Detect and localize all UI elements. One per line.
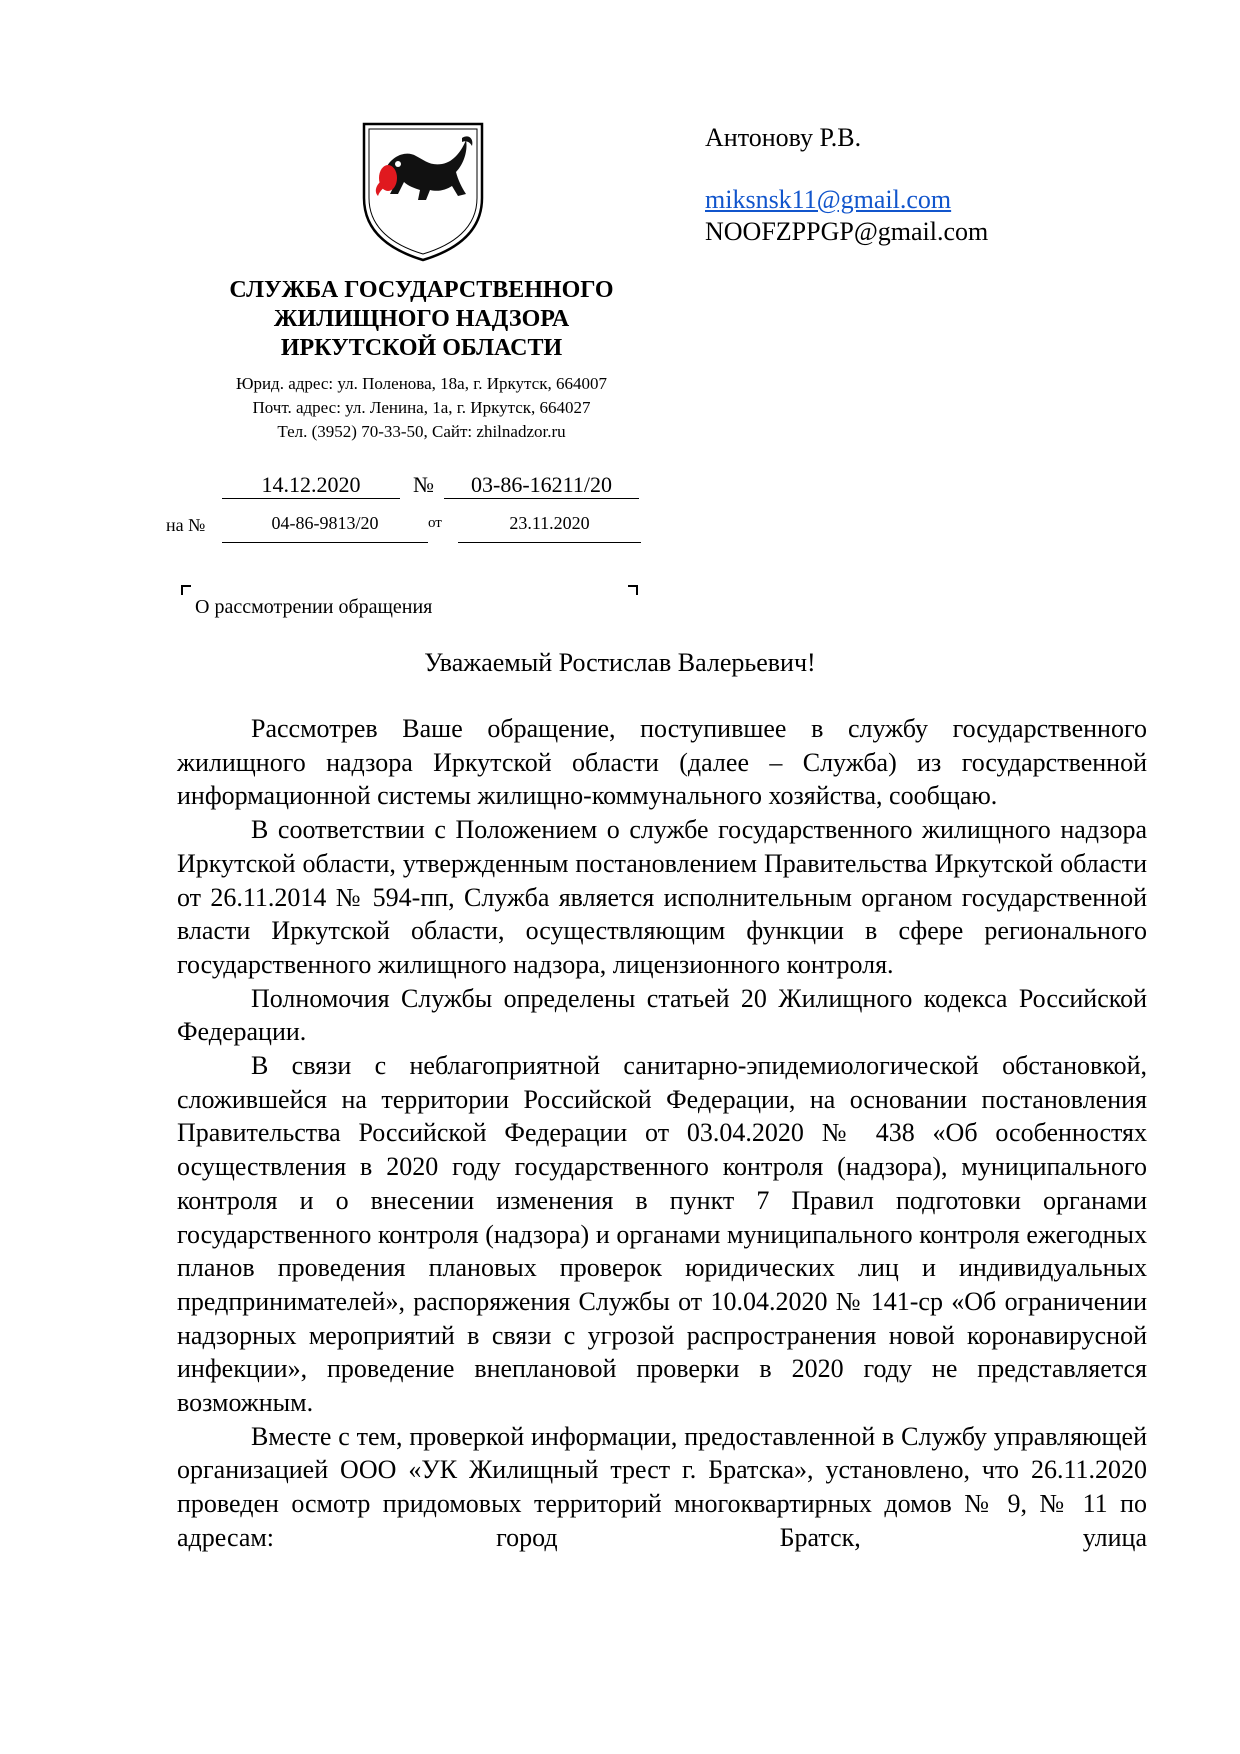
recipient-email-link[interactable]: miksnsk11@gmail.com	[705, 185, 952, 214]
legal-address: Юрид. адрес: ул. Поленова, 18а, г. Иркутск, 664007	[235, 374, 607, 393]
recipient-email-secondary: NOOFZPPGP@gmail.com	[705, 217, 989, 246]
recipient-block	[705, 122, 988, 248]
agency-contacts	[150, 372, 693, 444]
postal-address: Почт. адрес: ул. Ленина, 1а, г. Иркутск, 664027	[252, 398, 591, 417]
outgoing-date: 14.12.2020	[222, 472, 400, 499]
agency-title-line: ЖИЛИЩНОГО НАДЗОРА	[273, 306, 570, 332]
reference-date: 23.11.2020	[458, 510, 641, 543]
letter-subject: О рассмотрении обращения	[195, 596, 433, 618]
reference-number: 04-86-9813/20	[222, 510, 428, 543]
reference-label: на №	[166, 515, 206, 535]
salutation: Уважаемый Ростислав Валерьевич!	[424, 648, 816, 677]
body-paragraph: Полномочия Службы определены статьей 20 Жилищного кодекса Российской Федерации.	[177, 983, 1147, 1047]
number-label: №	[413, 472, 434, 497]
body-paragraph: Рассмотрев Ваше обращение, поступившее в службу государственного жилищного надзора Иркутской области (далее – Служба) из государственной информационной системы жилищно-коммунального хозяйства, сообщаю.	[177, 714, 1147, 811]
body-paragraph: В соответствии с Положением о службе государственного жилищного надзора Иркутской области, утвержденным постановлением Правительства Иркутской области от 26.11.2014 № 594-пп, Служба является исполнительным органом государственной власти Иркутской области, осуществляющим функции в сфере регионального государственного жилищного надзора, лицензионного контроля.	[177, 815, 1147, 979]
outgoing-number: 03-86-16211/20	[444, 472, 639, 499]
subject-bracket-left	[181, 585, 191, 595]
body-paragraph: Вместе с тем, проверкой информации, предоставленной в Службу управляющей организацией ООО «УК Жилищный трест г. Братска», установлено, что 26.11.2020 проведен осмотр придомовых территорий многоквартирных домов № 9, № 11 по адресам: город Братск, улица	[177, 1421, 1147, 1552]
reference-from-label: от	[428, 515, 442, 531]
letter-body	[177, 712, 1147, 1555]
recipient-name: Антонову Р.В.	[705, 123, 862, 152]
subject-bracket-right	[628, 585, 638, 595]
agency-title-line: ИРКУТСКОЙ ОБЛАСТИ	[280, 335, 563, 361]
irkutsk-coat-of-arms-icon	[358, 120, 488, 262]
agency-title	[150, 276, 693, 363]
phone-and-site: Тел. (3952) 70-33-50, Сайт: zhilnadzor.ru	[277, 422, 566, 441]
body-paragraph: В связи с неблагоприятной санитарно-эпидемиологической обстановкой, сложившейся на территории Российской Федерации, на основании постановления Правительства Российской Федерации от 03.04.2020 № 438 «Об особенностях осуществления в 2020 году государственного контроля (надзора), муниципального контроля и о внесении изменения в пункт 7 Правил подготовки органами государственного контроля (надзора) и органами муниципального контроля ежегодных планов проведения плановых проверок юридических лиц и индивидуальных предпринимателей», распоряжения Службы от 10.04.2020 № 141-ср «Об ограничении надзорных мероприятий в связи с угрозой распространения новой коронавирусной инфекции», проведение внеплановой проверки в 2020 году не представляется возможным.	[177, 1051, 1147, 1418]
agency-title-line: СЛУЖБА ГОСУДАРСТВЕННОГО	[229, 277, 614, 303]
